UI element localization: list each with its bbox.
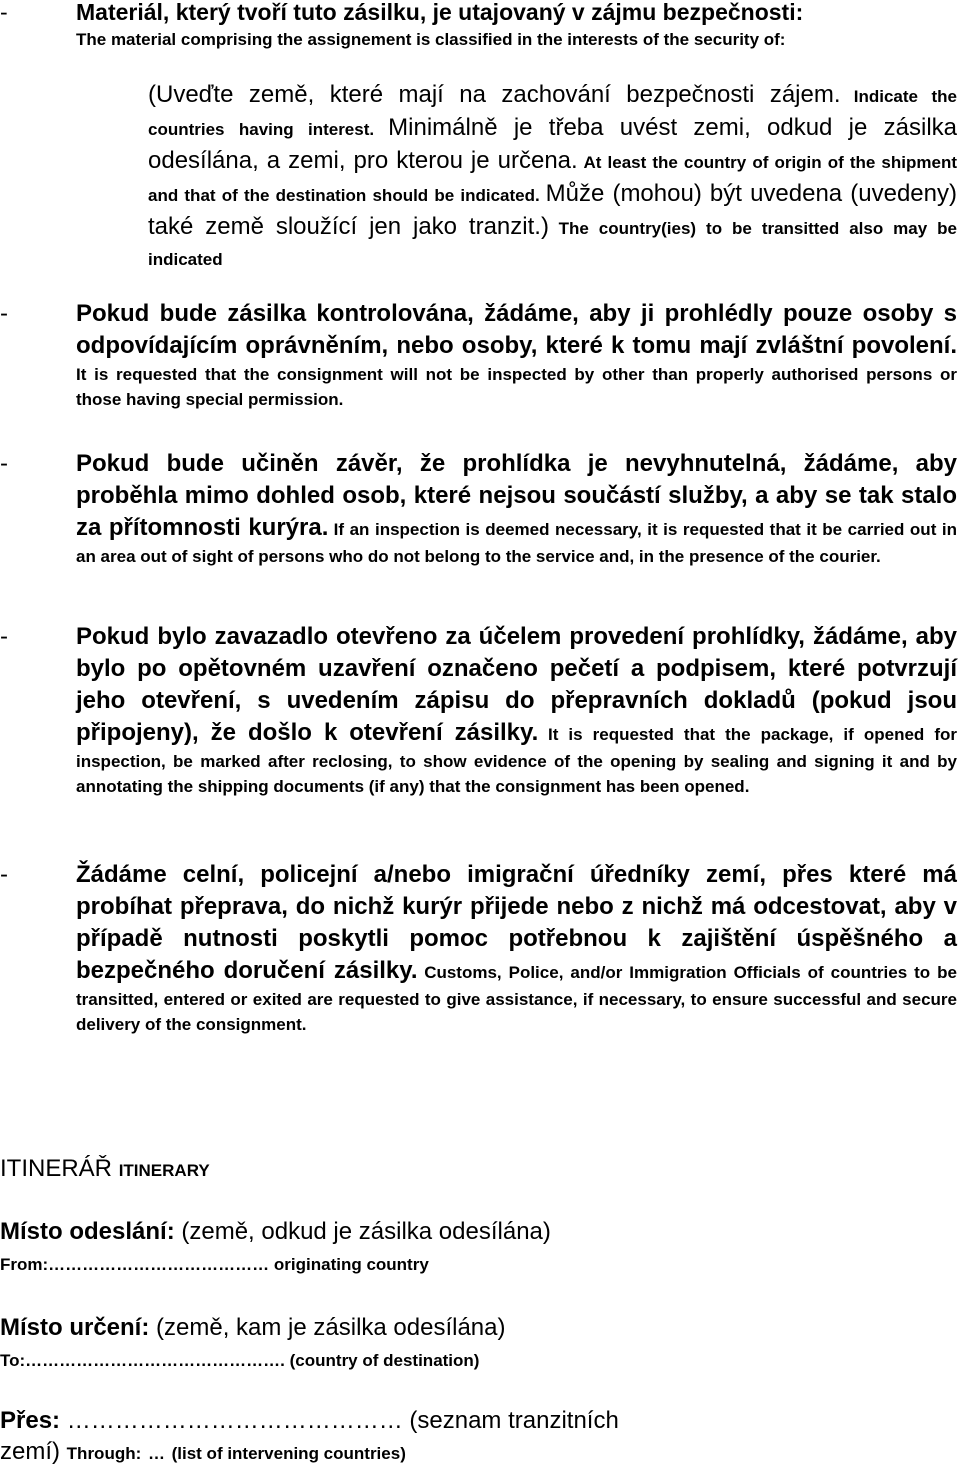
via-cz-note-2: zemí) — [0, 1438, 60, 1465]
to-cz-line — [0, 1314, 506, 1342]
via-cz-note-1: (seznam tranzitních — [409, 1407, 619, 1434]
to-cz-label: Místo určení: — [0, 1314, 150, 1341]
via-cz-label: Přes: — [0, 1407, 61, 1434]
officials-assistance-paragraph — [0, 859, 957, 1037]
to-en-label: To: — [0, 1351, 26, 1370]
opened-text-en: It is requested that the package, if opened for inspection, be marked after reclosing, to show evidence of the opening by sealing and signing it and by annotating the shipping documents (if any) that the consignment has been opened. — [76, 725, 957, 796]
bullet-dash: - — [0, 623, 8, 650]
bullet-dash: - — [0, 0, 8, 25]
via-en-line — [0, 1438, 406, 1466]
from-en-line — [0, 1255, 429, 1275]
note-cz-1: (Uveďte země, které mají na zachování bezpečnosti zájem. — [148, 81, 841, 108]
privacy-text-en: If an inspection is deemed necessary, it is requested that it be carried out in an area out of sight of persons who do not belong to the service and, in the presence of the courier. — [76, 520, 958, 566]
to-cz-note: (země, kam je zásilka odesílána) — [156, 1314, 506, 1341]
officials-text-en: Customs, Police, and/or Immigration Officials of countries to be transitted, entered or exited are requested to give assistance, if necessary, to ensure successful and secure delivery of the consignment. — [76, 963, 957, 1034]
via-en-dots: … — [147, 1444, 165, 1463]
via-en-label: Through: — [66, 1444, 142, 1463]
via-fill-dots: …………………………………… — [66, 1407, 403, 1434]
to-fill-dots: ………………………………………. — [25, 1351, 285, 1370]
privacy-text-cz: Pokud bude učiněn závěr, že prohlídka je nevyhnutelná, žádáme, aby proběhla mimo dohled osob, které nejsou součástí služby, a aby se tak stalo za přítomnosti kurýra. — [76, 450, 957, 541]
from-en-note: originating country — [273, 1255, 429, 1274]
authorised-text-cz: Pokud bude zásilka kontrolována, žádáme, aby ji prohlédly pouze osoby s odpovídajícím oprávněním, nebo osoby, které k tomu mají zvláštní povolení. — [76, 300, 957, 359]
inspection-privacy-paragraph — [0, 448, 957, 569]
bullet-dash: - — [0, 450, 8, 477]
bullet-dash: - — [0, 861, 8, 888]
opened-text-cz: Pokud bylo zavazadlo otevřeno za účelem provedení prohlídky, žádáme, aby bylo po opětovném uzavření označeno pečetí a podpisem, které potvrzují jeho otevření, s uvedením zápisu do přepravních dokladů (pokud jsou připojeny), že došlo k otevření zásilky. — [76, 623, 957, 746]
note-cz-3: Může (mohou) být uvedena (uvedeny) také země sloužící jen jako tranzit.) — [148, 180, 957, 240]
officials-text-cz: Žádáme celní, policejní a/nebo imigrační úředníky zemí, přes které má probíhat přeprava, do nichž kurýr přijede nebo z nichž má odcestovat, aby v případě nutnosti poskytli pomoc potřebnou k zajištění úspěšného a bezpečného doručení zásilky. — [76, 861, 957, 984]
from-cz-line — [0, 1218, 551, 1246]
via-en-note: (list of intervening countries) — [171, 1444, 406, 1463]
via-cz-line — [0, 1407, 619, 1435]
itinerary-title-cz: ITINERÁŘ — [0, 1155, 113, 1182]
classification-text-en: The material comprising the assignement is classified in the interests of the security of: — [76, 30, 786, 49]
from-cz-label: Místo odeslání: — [0, 1218, 175, 1245]
authorised-text-en: It is requested that the consignment will not be inspected by other than properly authorised persons or those having special permission. — [76, 365, 957, 409]
itinerary-heading — [0, 1155, 210, 1183]
from-en-label: From: — [0, 1255, 49, 1274]
from-fill-dots: ………………………………… — [48, 1255, 270, 1274]
package-opened-paragraph — [0, 621, 957, 799]
itinerary-title-en: ITINERARY — [118, 1161, 210, 1180]
note-cz-2: Minimálně je třeba uvést zemi, odkud je zásilka odesílána, a zemi, pro kterou je určena. — [148, 114, 957, 174]
inspection-authorised-paragraph — [0, 298, 957, 412]
note-en-1: Indicate the countries having interest. — [148, 87, 957, 139]
countries-note — [148, 80, 957, 276]
bullet-dash: - — [0, 300, 8, 327]
classification-text-cz: Materiál, který tvoří tuto zásilku, je utajovaný v zájmu bezpečnosti: — [76, 0, 804, 25]
note-en-2: At least the country of origin of the shipment and that of the destination should be indicated. — [148, 153, 957, 205]
to-en-line — [0, 1351, 479, 1371]
note-en-3: The country(ies) to be transitted also may be indicated — [148, 219, 957, 269]
to-en-note: (country of destination) — [289, 1351, 480, 1370]
classification-paragraph — [0, 0, 957, 51]
from-cz-note: (země, odkud je zásilka odesílána) — [181, 1218, 551, 1245]
